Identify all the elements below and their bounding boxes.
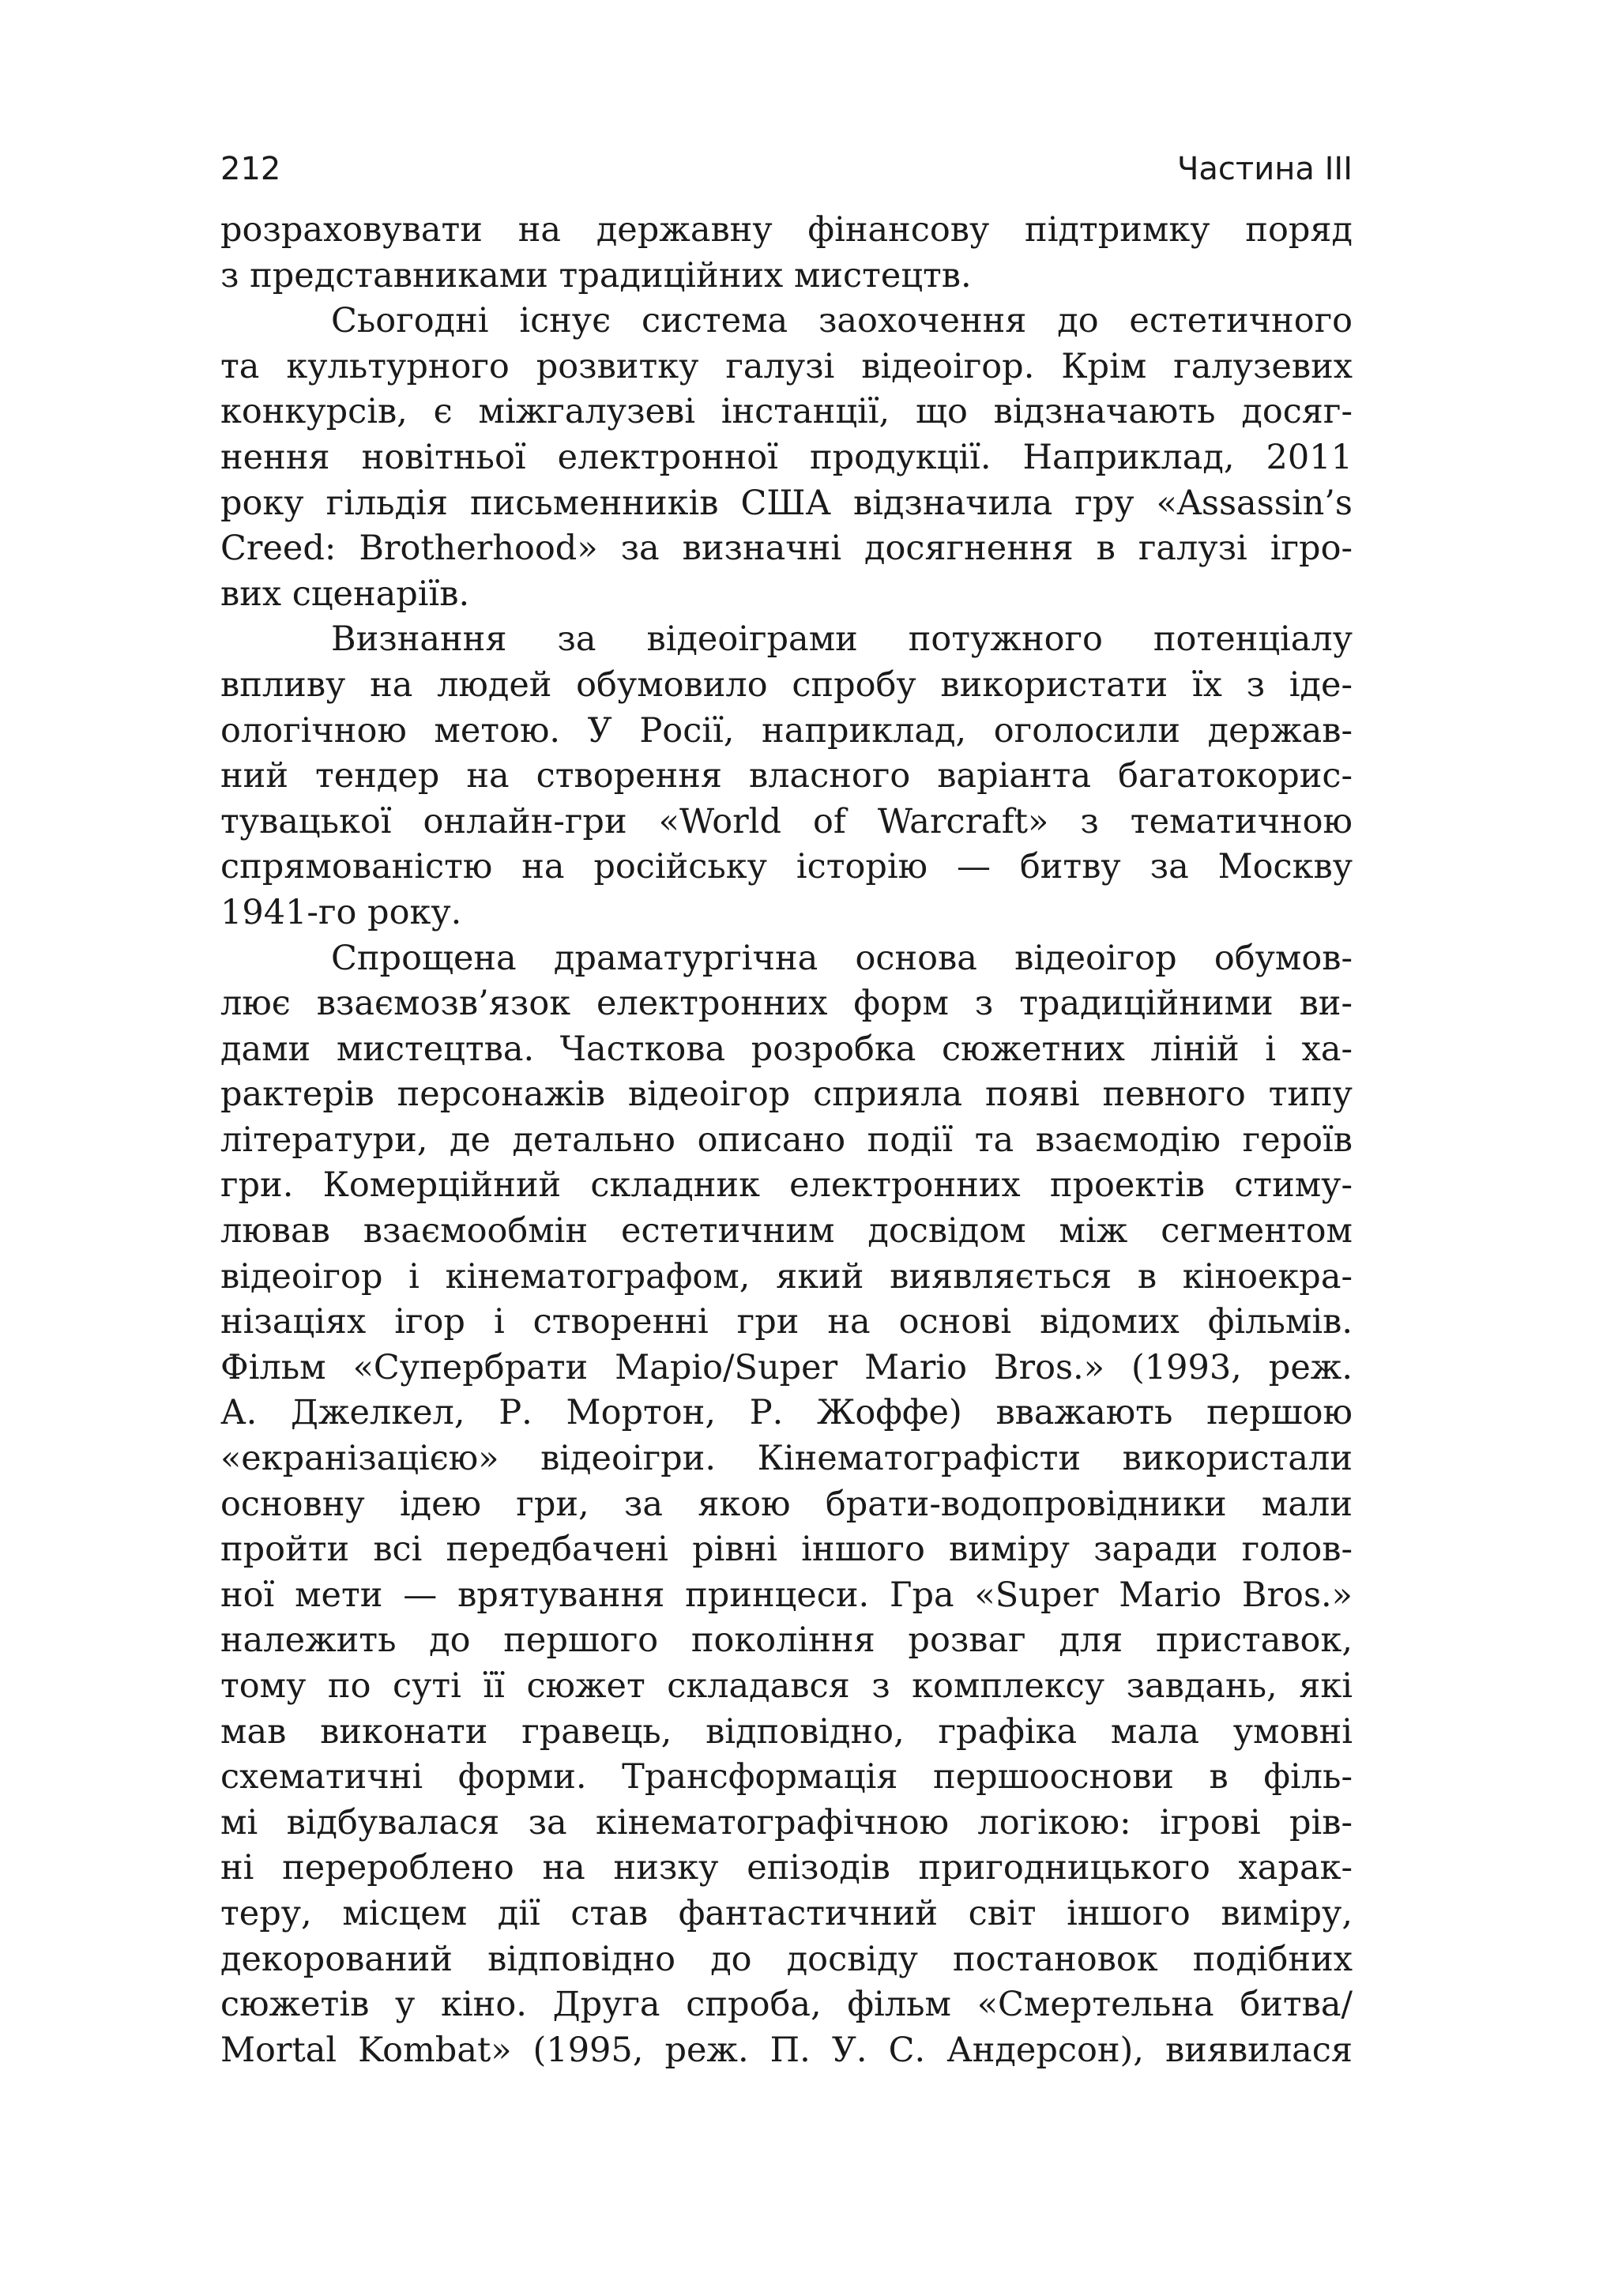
text-line: спрямованістю на російську історію — битву за Москву xyxy=(220,847,1353,887)
text-line: впливу на людей обумовило спробу використати їх з іде- xyxy=(220,664,1353,705)
text-line: лює взаємозв’язок електронних форм з традиційними ви- xyxy=(220,984,1353,1024)
text-line: сюжетів у кіно. Друга спроба, фільм «Смертельна битва/ xyxy=(220,1985,1353,2025)
text-line: Спрощена драматургічна основа відеоігор обумов- xyxy=(331,938,1353,978)
text-line: теру, місцем дії став фантастичний світ іншого виміру, xyxy=(220,1893,1353,1933)
body-text xyxy=(220,208,1353,2073)
text-line: лював взаємообмін естетичним досвідом між сегментом xyxy=(220,1211,1353,1252)
text-line: та культурного розвитку галузі відеоігор. Крім галузевих xyxy=(220,346,1353,386)
text-line: дами мистецтва. Часткова розробка сюжетних ліній і ха- xyxy=(220,1029,1353,1069)
text-line: ологічною метою. У Росії, наприклад, оголосили держав- xyxy=(220,710,1353,751)
text-line: мі відбувалася за кінематографічною логікою: ігрові рів- xyxy=(220,1802,1353,1842)
text-line: 1941-го року. xyxy=(220,892,462,932)
text-line: А. Джелкел, Р. Мортон, Р. Жоффе) вважають першою xyxy=(220,1393,1353,1433)
text-line: тому по суті її сюжет складався з комплексу завдань, які xyxy=(220,1666,1353,1706)
text-line: відеоігор і кінематографом, який виявляється в кіноекра- xyxy=(220,1256,1353,1297)
text-line: «екранізацією» відеоігри. Кінематографісти використали xyxy=(220,1439,1353,1479)
text-line: конкурсів, є міжгалузеві інстанції, що відзначають досяг- xyxy=(220,392,1353,432)
text-line: нізаціях ігор і створенні гри на основі відомих фільмів. xyxy=(220,1302,1353,1342)
text-line: пройти всі передбачені рівні іншого виміру заради голов- xyxy=(220,1530,1353,1570)
text-line: гри. Комерційний складник електронних проектів стиму- xyxy=(220,1165,1353,1206)
text-line: тувацької онлайн-гри «World of Warcraft» з тематичною xyxy=(220,801,1353,841)
text-line: декорований відповідно до досвіду постановок подібних xyxy=(220,1939,1353,1979)
text-line: основну ідею гри, за якою брати-водопровідники мали xyxy=(220,1484,1353,1524)
text-line: Визнання за відеоіграми потужного потенціалу xyxy=(331,619,1353,660)
page-number: 212 xyxy=(220,151,281,187)
text-line: нення новітньої електронної продукції. Наприклад, 2011 xyxy=(220,437,1353,477)
text-line: року гільдія письменників США відзначила гру «Assassin’s xyxy=(220,483,1353,523)
text-line: належить до першого покоління розваг для приставок, xyxy=(220,1620,1353,1661)
text-line: ної мети — врятування принцеси. Гра «Super Mario Bros.» xyxy=(220,1575,1353,1615)
text-line: Creed: Brotherhood» за визначні досягнення в галузі ігро- xyxy=(220,529,1353,569)
text-line: мав виконати гравець, відповідно, графіка мала умовні xyxy=(220,1711,1353,1752)
text-line: схематичні форми. Трансформація першооснови в філь- xyxy=(220,1757,1353,1797)
section-label: Частина III xyxy=(1177,151,1353,187)
text-line: Mortal Kombat» (1995, реж. П. У. С. Андерсон), виявилася xyxy=(220,2030,1353,2070)
text-line: літератури, де детально описано події та взаємодію героїв xyxy=(220,1120,1353,1160)
text-line: Фільм «Супербрати Маріо/Super Mario Bros.» (1993, реж. xyxy=(220,1347,1353,1387)
text-line: вих сценаріїв. xyxy=(220,574,470,614)
text-line: ний тендер на створення власного варіанта багатокорис- xyxy=(220,756,1353,796)
text-line: рактерів персонажів відеоігор сприяла появі певного типу xyxy=(220,1075,1353,1115)
running-head xyxy=(220,145,1353,193)
text-line: з представниками традиційних мистецтв. xyxy=(220,255,972,295)
text-line: ні перероблено на низку епізодів пригодницького харак- xyxy=(220,1848,1353,1888)
text-line: Сьогодні існує система заохочення до естетичного xyxy=(331,301,1353,341)
text-line: розраховувати на державну фінансову підтримку поряд xyxy=(220,210,1353,250)
